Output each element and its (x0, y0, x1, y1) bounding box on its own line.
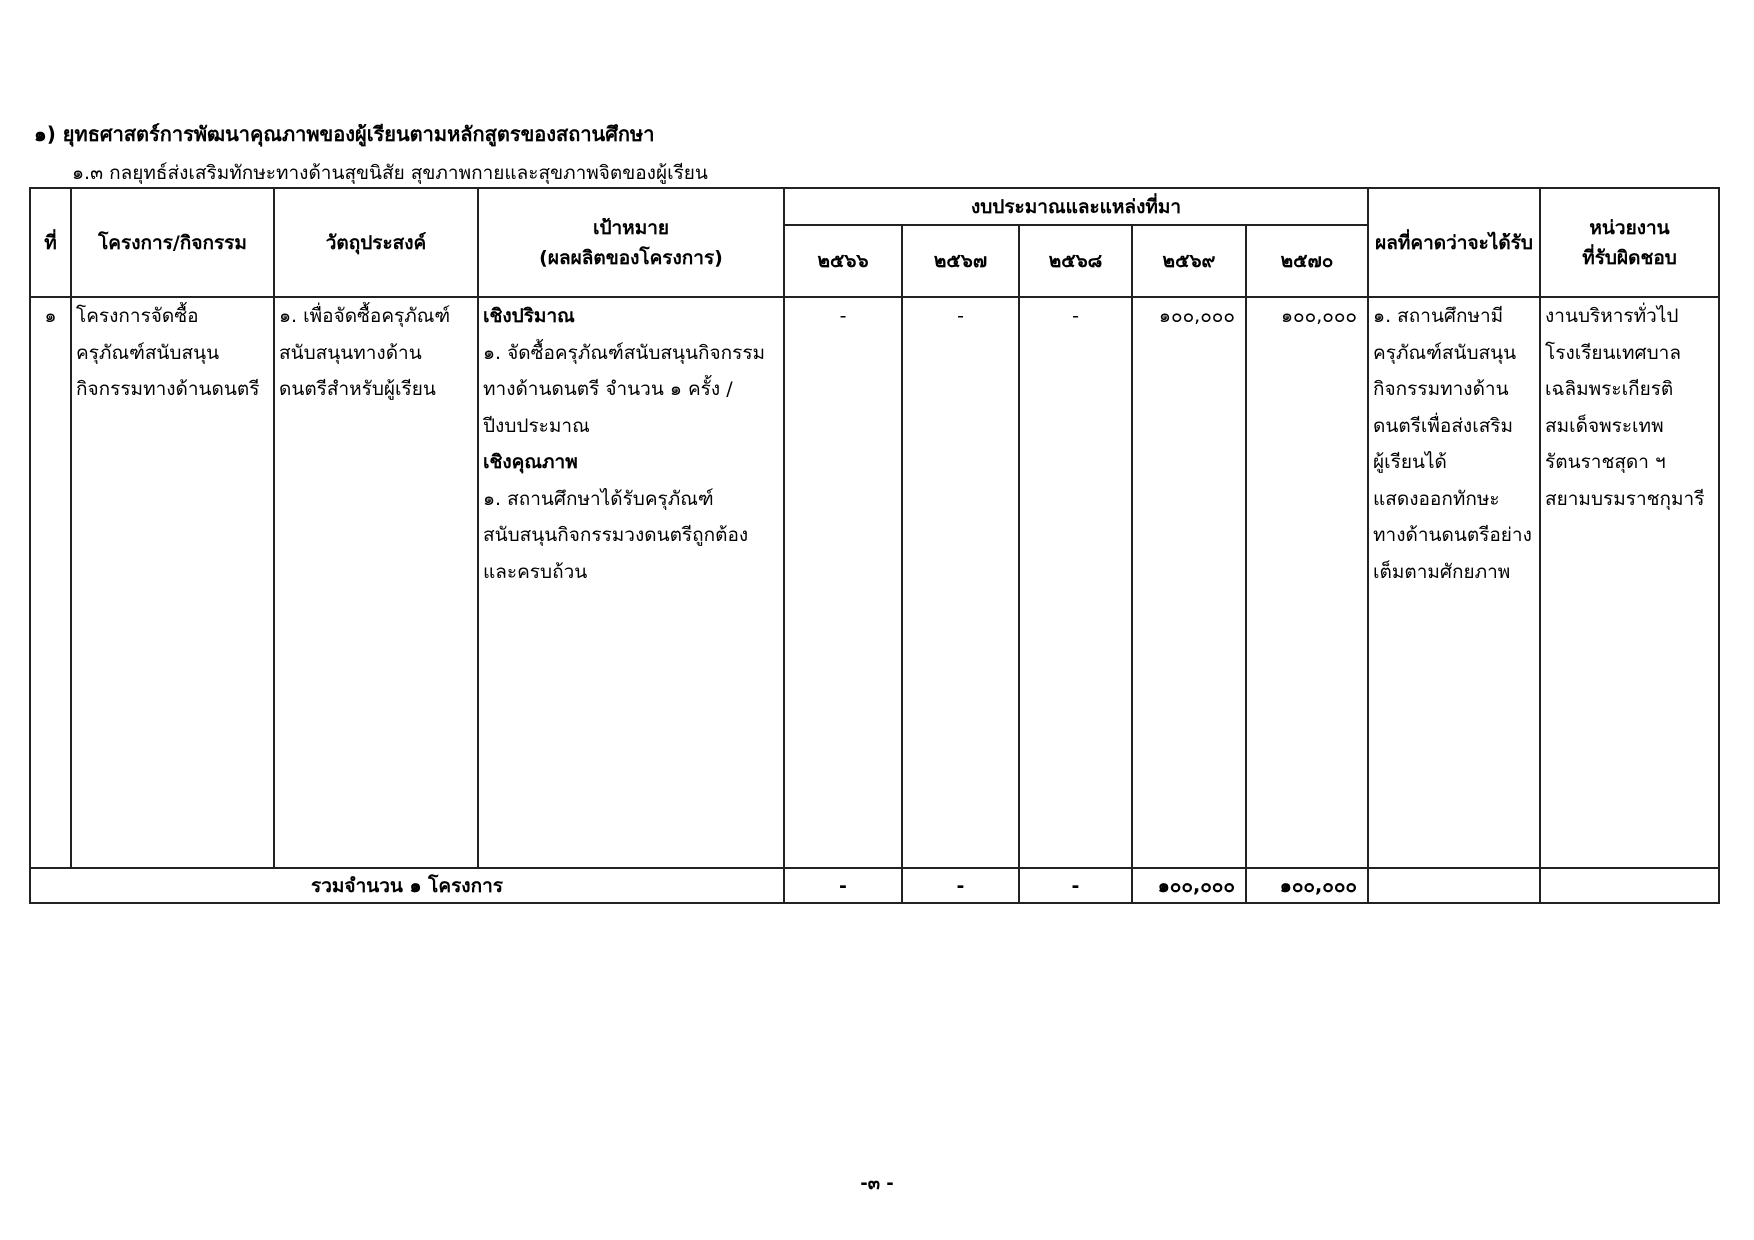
responsible-cell (1540, 297, 1719, 868)
header-year: ๒๕๖๙ (1132, 225, 1246, 297)
budget-2570: ๑๐๐,๐๐๐ (1246, 297, 1368, 868)
total-budget-2568: - (1019, 868, 1132, 903)
header-objective: วัตถุประสงค์ (274, 188, 478, 297)
expected-line: ทางด้านดนตรีอย่าง (1373, 524, 1532, 546)
total-budget-2570: ๑๐๐,๐๐๐ (1246, 868, 1368, 903)
header-responsible (1540, 188, 1719, 297)
objective-cell (274, 297, 478, 868)
section-heading: ๑) ยุทธศาสตร์การพัฒนาคุณภาพของผู้เรียนตามหลักสูตรของสถานศึกษา (34, 122, 655, 146)
budget-2566: - (784, 297, 902, 868)
total-expected-empty (1368, 868, 1540, 903)
expected-line: แสดงออกทักษะ (1373, 487, 1500, 510)
header-project: โครงการ/กิจกรรม (71, 188, 274, 297)
header-target-line1: เป้าหมาย (592, 216, 670, 239)
total-budget-2566: - (784, 868, 902, 903)
expected-line: ครุภัณฑ์สนับสนุน (1373, 341, 1517, 364)
header-responsible-line2: ที่รับผิดชอบ (1582, 246, 1677, 269)
objective-line: ๑. เพื่อจัดซื้อครุภัณฑ์ (279, 305, 451, 327)
quantity-title: เชิงปริมาณ (483, 305, 575, 327)
expected-line: ผู้เรียนได้ (1373, 451, 1447, 473)
expected-line: ดนตรีเพื่อส่งเสริม (1373, 414, 1514, 437)
quantity-line: ทางด้านดนตรี จำนวน ๑ ครั้ง / (483, 378, 733, 400)
header-year: ๒๕๖๖ (784, 225, 902, 297)
total-responsible-empty (1540, 868, 1719, 903)
quantity-line: ปีงบประมาณ (483, 414, 590, 437)
strategy-subheading: ๑.๓ กลยุทธ์ส่งเสริมทักษะทางด้านสุขนิสัย สุขภาพกายและสุขภาพจิตของผู้เรียน (72, 162, 708, 184)
expected-line: กิจกรรมทางด้าน (1373, 378, 1509, 400)
row-number: ๑ (30, 297, 71, 868)
responsible-line: งานบริหารทั่วไป (1545, 305, 1679, 327)
header-responsible-line1: หน่วยงาน (1589, 216, 1670, 239)
expected-cell (1368, 297, 1540, 868)
header-no: ที่ (30, 188, 71, 297)
project-line: ครุภัณฑ์สนับสนุน (76, 341, 220, 364)
header-year: ๒๕๖๗ (902, 225, 1019, 297)
quality-title: เชิงคุณภาพ (483, 451, 578, 473)
quality-line: และครบถ้วน (483, 560, 588, 583)
total-budget-2569: ๑๐๐,๐๐๐ (1132, 868, 1246, 903)
responsible-line: สยามบรมราชกุมารี (1545, 487, 1705, 510)
header-target (478, 188, 784, 297)
table-row (30, 297, 1719, 868)
objective-line: สนับสนุนทางด้าน (279, 341, 422, 364)
budget-2568: - (1019, 297, 1132, 868)
header-year: ๒๕๖๘ (1019, 225, 1132, 297)
total-budget-2567: - (902, 868, 1019, 903)
responsible-line: รัตนราชสุดา ฯ (1545, 451, 1666, 473)
header-expected: ผลที่คาดว่าจะได้รับ (1368, 188, 1540, 297)
expected-line: เต็มตามศักยภาพ (1373, 560, 1511, 583)
quality-line: สนับสนุนกิจกรรมวงดนตรีถูกต้อง (483, 524, 749, 546)
budget-2567: - (902, 297, 1019, 868)
responsible-line: โรงเรียนเทศบาล (1545, 341, 1681, 364)
project-line: กิจกรรมทางด้านดนตรี (76, 378, 260, 400)
header-target-line2: (ผลผลิตของโครงการ) (539, 246, 723, 269)
header-row-top (30, 188, 1719, 225)
header-year: ๒๕๗๐ (1246, 225, 1368, 297)
total-label: รวมจำนวน ๑ โครงการ (30, 868, 784, 903)
expected-line: ๑. สถานศึกษามี (1373, 305, 1504, 327)
responsible-line: สมเด็จพระเทพ (1545, 414, 1664, 437)
project-plan-table (29, 187, 1720, 904)
quality-line: ๑. สถานศึกษาได้รับครุภัณฑ์ (483, 487, 714, 510)
project-line: โครงการจัดซื้อ (76, 305, 199, 327)
quantity-line: ๑. จัดซื้อครุภัณฑ์สนับสนุนกิจกรรม (483, 341, 766, 364)
budget-2569: ๑๐๐,๐๐๐ (1132, 297, 1246, 868)
header-budget: งบประมาณและแหล่งที่มา (784, 188, 1368, 225)
objective-line: ดนตรีสำหรับผู้เรียน (279, 378, 436, 400)
responsible-line: เฉลิมพระเกียรติ (1545, 378, 1674, 400)
total-row (30, 868, 1719, 903)
page-number: -๓ - (860, 1173, 894, 1194)
target-cell (478, 297, 784, 868)
project-cell (71, 297, 274, 868)
